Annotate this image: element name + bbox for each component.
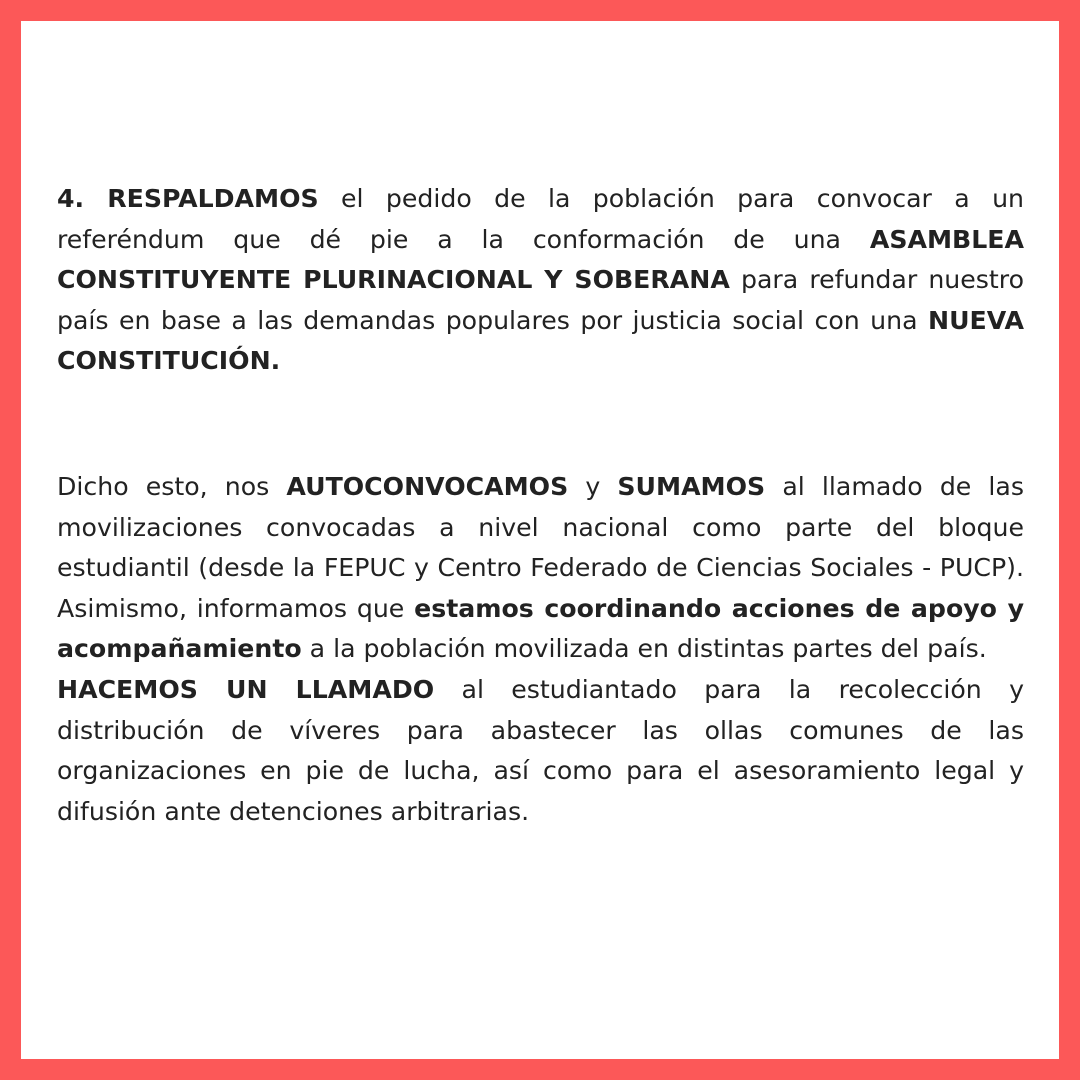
point-4-heading: 4. RESPALDAMOS (57, 184, 319, 213)
mobilization-paragraph (57, 467, 1024, 670)
point-4-section (57, 179, 1024, 382)
call-to-action-paragraph (57, 670, 1024, 832)
mobilization-text-1: Dicho esto, nos (57, 472, 287, 501)
mobilization-text-3: al llamado de las movilizaciones convocadas a nivel nacional como parte del bloque estudiantil (desde la FEPUC y Centro Federado de Ciencias Sociales - PUCP). Asimismo, informamos que (57, 472, 1024, 623)
new-constitution-emphasis: NUEVA CONSTITUCIÓN. (57, 305, 1024, 376)
mobilization-text-4: a la población movilizada en distintas partes del país. (301, 634, 987, 664)
point-4-paragraph (57, 179, 1024, 382)
statement-card (21, 21, 1059, 1059)
assembly-emphasis: ASAMBLEA CONSTITUYENTE PLURINACIONAL Y SOBERANA (57, 224, 1024, 295)
point-4-text-1: el pedido de la población para convocar a un referéndum que dé pie a la conformación de una (57, 184, 1024, 254)
sumamos-emphasis: SUMAMOS (617, 472, 766, 501)
mobilization-text-2: y (568, 472, 618, 501)
coordination-emphasis: estamos coordinando acciones de apoyo y acompañamiento (57, 593, 1024, 664)
point-4-text-2: para refundar nuestro país en base a las demandas populares por justicia social con una (57, 265, 1024, 335)
call-section (57, 467, 1024, 832)
autoconvocamos-emphasis: AUTOCONVOCAMOS (286, 472, 569, 501)
call-to-action-text: al estudiantado para la recolección y distribución de víveres para abastecer las ollas comunes de las organizaciones en pie de lucha, así como para el asesoramiento legal y difusión ante detenciones arbitrarias. (57, 674, 1024, 826)
call-to-action-emphasis: HACEMOS UN LLAMADO (57, 674, 435, 704)
